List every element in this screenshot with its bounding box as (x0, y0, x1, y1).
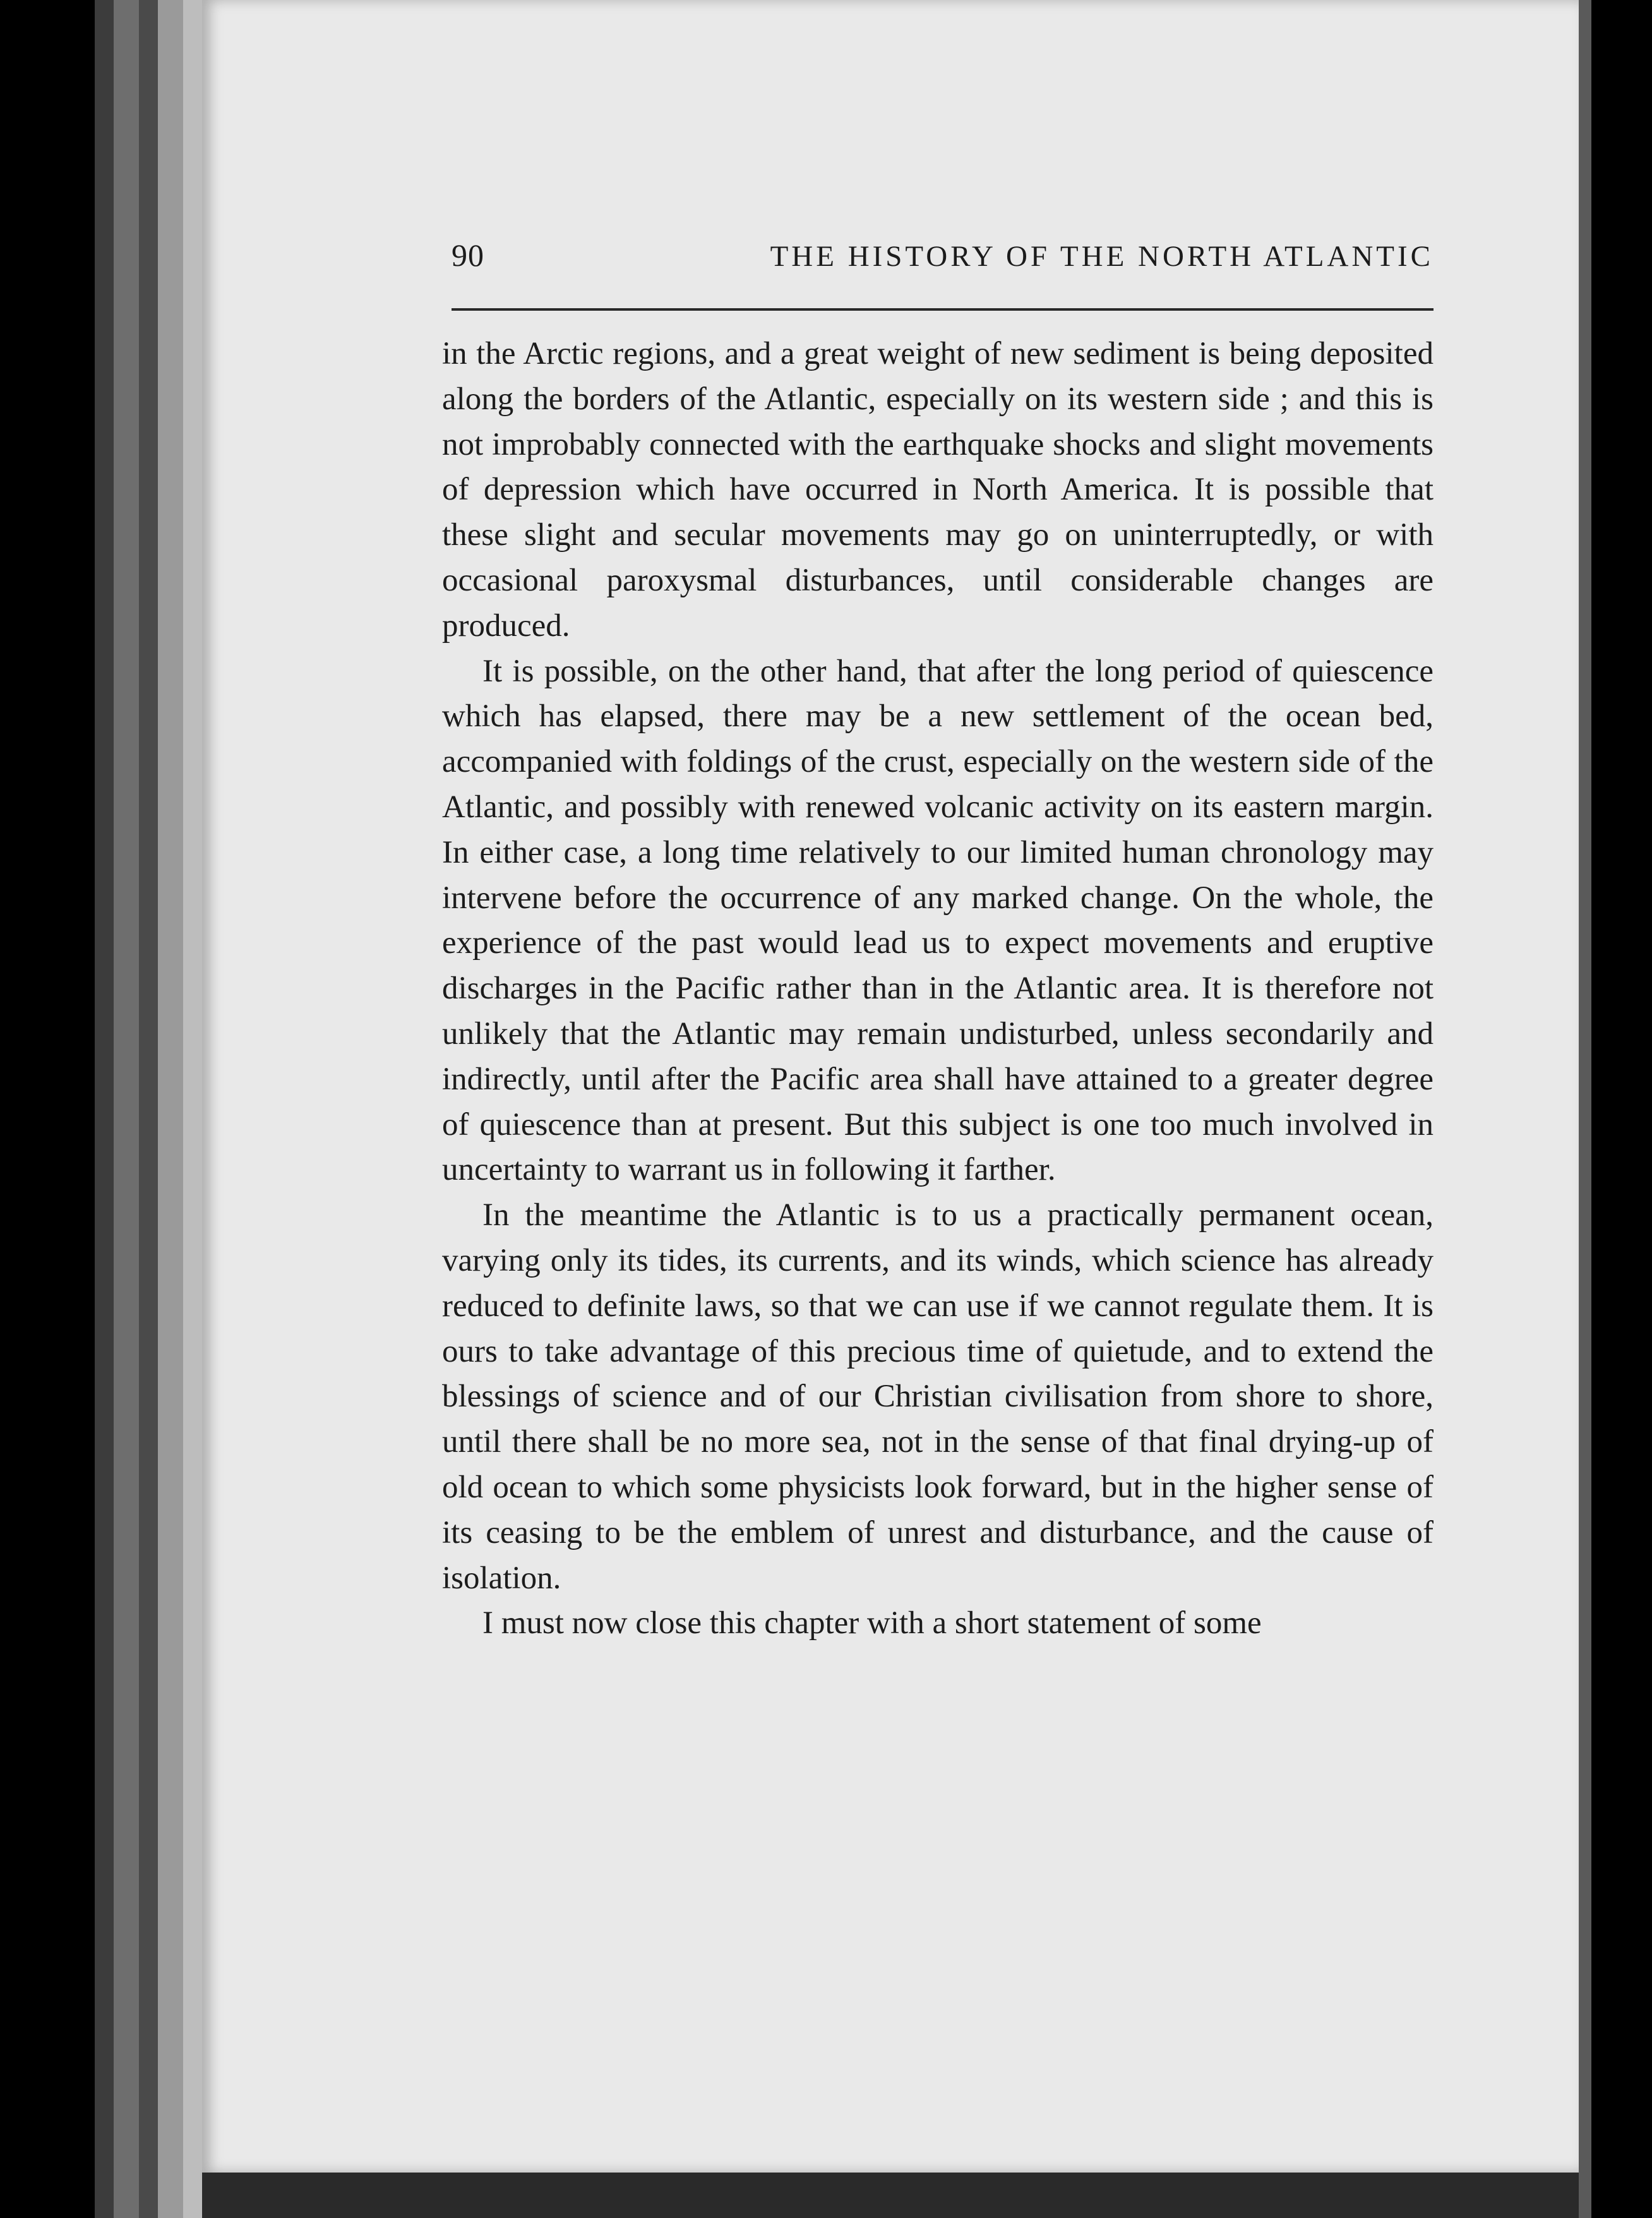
scan-border (202, 2173, 1579, 2218)
book-edge (158, 0, 183, 2218)
paragraph: I must now close this chapter with a short statement of some (482, 1605, 1262, 1641)
page-number: 90 (452, 237, 484, 273)
paragraph: In the meantime the Atlantic is to us a practically permanent ocean, varying only its tides, its currents, and its winds, which science has already reduced to definite laws, so that we can use if we cannot regulate them. It is ours to take advantage of this precious time of quietude, and to extend the blessings of science and of our Christian civilisation from shore to shore, until there shall be no more sea, not in the sense of that final drying-up of old ocean to which some physicists look forward, but in the higher sense of its ceasing to be the emblem of unrest and disturbance, and the cause of isolation. (442, 1197, 1434, 1596)
book-edge (114, 0, 139, 2218)
book-edge (139, 0, 158, 2218)
scan-border (1591, 0, 1652, 2218)
paragraph: in the Arctic regions, and a great weight of new sediment is being deposited along the borders of the Atlantic, especially on its western side ; and this is not improbably connected with the earthquake shocks and slight movements of depression which have occurred in North America. It is possible that these slight and secular movements may go on uninterruptedly, or with occasional paroxysmal disturbances, until considerable changes are produced. (442, 336, 1434, 644)
page-gutter (1579, 0, 1591, 2218)
running-head: THE HISTORY OF THE NORTH ATLANTIC (770, 240, 1434, 273)
body-text (442, 332, 1434, 1646)
paragraph: It is possible, on the other hand, that after the long period of quiescence which has elapsed, there may be a new settlement of the ocean bed, accompanied with foldings of the crust, especially on the western side of the Atlantic, and possibly with renewed volcanic activity on its eastern margin. In either case, a long time relatively to our limited human chronology may intervene before the occurrence of any marked change. On the whole, the experience of the past would lead us to expect movements and eruptive discharges in the Pacific rather than in the Atlantic area. It is therefore not unlikely that the Atlantic may remain undisturbed, unless secondarily and indirectly, until after the Pacific area shall have attained to a greater degree of quiescence than at present. But this subject is one too much involved in uncertainty to warrant us in following it farther. (442, 653, 1434, 1188)
header-rule (452, 308, 1434, 311)
page-header (452, 237, 1434, 281)
book-edge (95, 0, 114, 2218)
